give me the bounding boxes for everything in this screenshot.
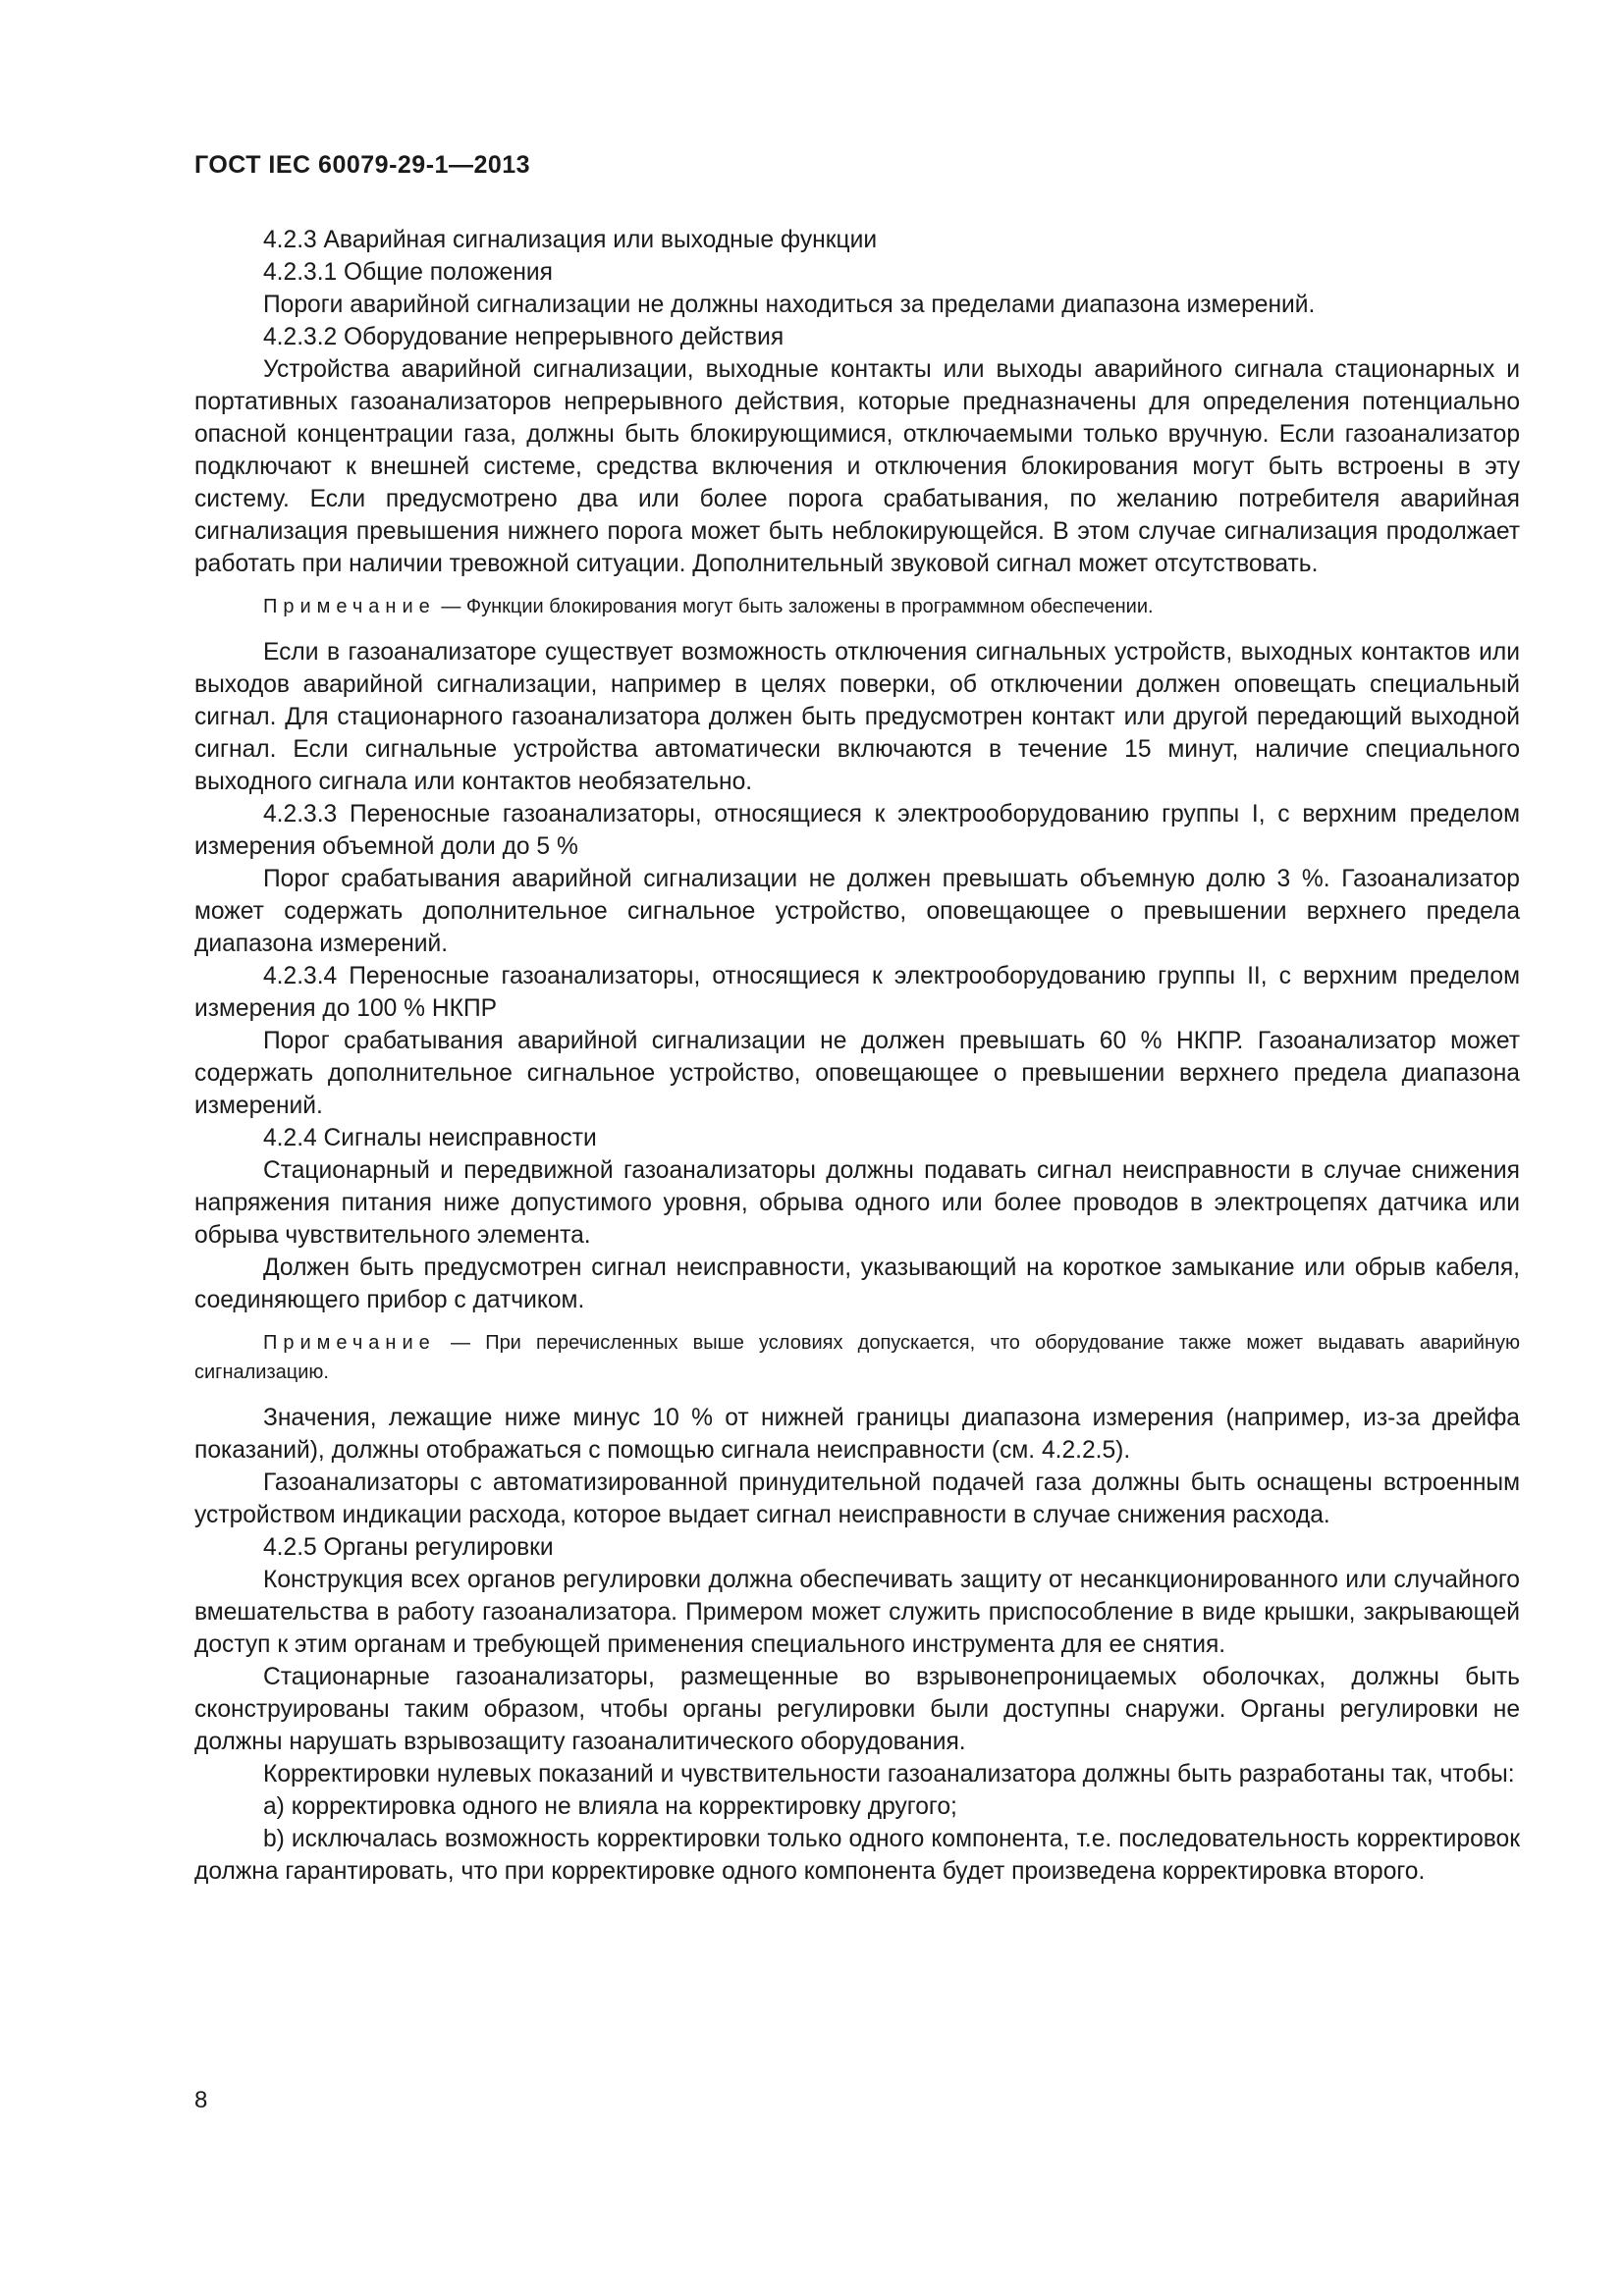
paragraph: Порог срабатывания аварийной сигнализации не должен превышать 60 % НКПР. Газоанализатор может содержать дополнительное сигнальное устройство, оповещающее о превышении верхнего предела диапазона измерений.	[194, 1028, 1520, 1119]
page-number: 8	[194, 2087, 208, 2113]
list-item-a: а) корректировка одного не влияла на корректировку другого;	[263, 1793, 957, 1820]
paragraph: Корректировки нулевых показаний и чувствительности газоанализатора должны быть разработаны так, чтобы:	[263, 1761, 1515, 1788]
note	[194, 1328, 1520, 1387]
paragraph: Стационарный и передвижной газоанализаторы должны подавать сигнал неисправности в случае снижения напряжения питания ниже допустимого уровня, обрыва одного или более проводов в электроцепях датчика или обрыва чувствительного элемента.	[194, 1157, 1520, 1249]
paragraph: Если в газоанализаторе существует возможность отключения сигнальных устройств, выходных контактов или выходов аварийной сигнализации, например в целях поверки, об отключении должен оповещать специальный сигнал. Для стационарного газоанализатора должен быть предусмотрен контакт или другой передающий выходной сигнал. Если сигнальные устройства автоматически включаются в течение 15 минут, наличие специального выходного сигнала или контактов необязательно.	[194, 639, 1520, 795]
note-label: Примечание	[263, 1332, 436, 1354]
paragraph: Должен быть предусмотрен сигнал неисправности, указывающий на короткое замыкание или обрыв кабеля, соединяющего прибор с датчиком.	[194, 1255, 1520, 1313]
document-body	[194, 224, 1520, 1888]
section-heading-4-2-3: 4.2.3 Аварийная сигнализация или выходные функции	[263, 227, 878, 253]
section-heading-4-2-3-1: 4.2.3.1 Общие положения	[263, 259, 553, 286]
paragraph: Порог срабатывания аварийной сигнализации не должен превышать объемную долю 3 %. Газоанализатор может содержать дополнительное сигнальное устройство, оповещающее о превышении верхнего предела диапазона измерений.	[194, 866, 1520, 957]
note-text: — Функции блокирования могут быть заложены в программном обеспечении.	[441, 596, 1154, 617]
standard-header: ГОСТ IEC 60079-29-1—2013	[194, 151, 531, 179]
note	[194, 592, 1520, 621]
section-heading-4-2-5: 4.2.5 Органы регулировки	[263, 1534, 554, 1561]
paragraph: Пороги аварийной сигнализации не должны находиться за пределами диапазона измерений.	[263, 292, 1316, 318]
section-heading-4-2-3-4: 4.2.3.4 Переносные газоанализаторы, относящиеся к электрооборудованию группы II, с верхним пределом измерения до 100 % НКПР	[194, 963, 1520, 1022]
section-heading-4-2-3-3: 4.2.3.3 Переносные газоанализаторы, относящиеся к электрооборудованию группы I, с верхним пределом измерения объемной доли до 5 %	[194, 801, 1520, 860]
paragraph: Значения, лежащие ниже минус 10 % от нижней границы диапазона измерения (например, из-за дрейфа показаний), должны отображаться с помощью сигнала неисправности (см. 4.2.2.5).	[194, 1405, 1520, 1464]
paragraph: Стационарные газоанализаторы, размещенные во взрывонепроницаемых оболочках, должны быть сконструированы таким образом, чтобы органы регулировки были доступны снаружи. Органы регулировки не должны нарушать взрывозащиту газоаналитического оборудования.	[194, 1664, 1520, 1755]
paragraph: Конструкция всех органов регулировки должна обеспечивать защиту от несанкционированного или случайного вмешательства в работу газоанализатора. Примером может служить приспособление в виде крышки, закрывающей доступ к этим органам и требующей применения специального инструмента для ее снятия.	[194, 1567, 1520, 1658]
list-item-b: b) исключалась возможность корректировки только одного компонента, т.е. последовательность корректировок должна гарантировать, что при корректировке одного компонента будет произведена корректировка второго.	[194, 1826, 1520, 1885]
paragraph: Устройства аварийной сигнализации, выходные контакты или выходы аварийного сигнала стационарных и портативных газоанализаторов непрерывного действия, которые предназначены для определения потенциально опасной концентрации газа, должны быть блокирующимися, отключаемыми только вручную. Если газоанализатор подключают к внешней системе, средства включения и отключения блокирования могут быть встроены в эту систему. Если предусмотрено два или более порога срабатывания, по желанию потребителя аварийная сигнализация превышения нижнего порога может быть неблокирующейся. В этом случае сигнализация продолжает работать при наличии тревожной ситуации. Дополнительный звуковой сигнал может отсутствовать.	[194, 356, 1520, 577]
note-text: — При перечисленных выше условиях допускается, что оборудование также может выдавать аварийную сигнализацию.	[194, 1332, 1521, 1383]
section-heading-4-2-3-2: 4.2.3.2 Оборудование непрерывного действия	[263, 324, 785, 350]
paragraph: Газоанализаторы с автоматизированной принудительной подачей газа должны быть оснащены встроенным устройством индикации расхода, которое выдает сигнал неисправности в случае снижения расхода.	[194, 1469, 1520, 1528]
note-label: Примечание	[263, 596, 436, 617]
section-heading-4-2-4: 4.2.4 Сигналы неисправности	[263, 1125, 597, 1151]
